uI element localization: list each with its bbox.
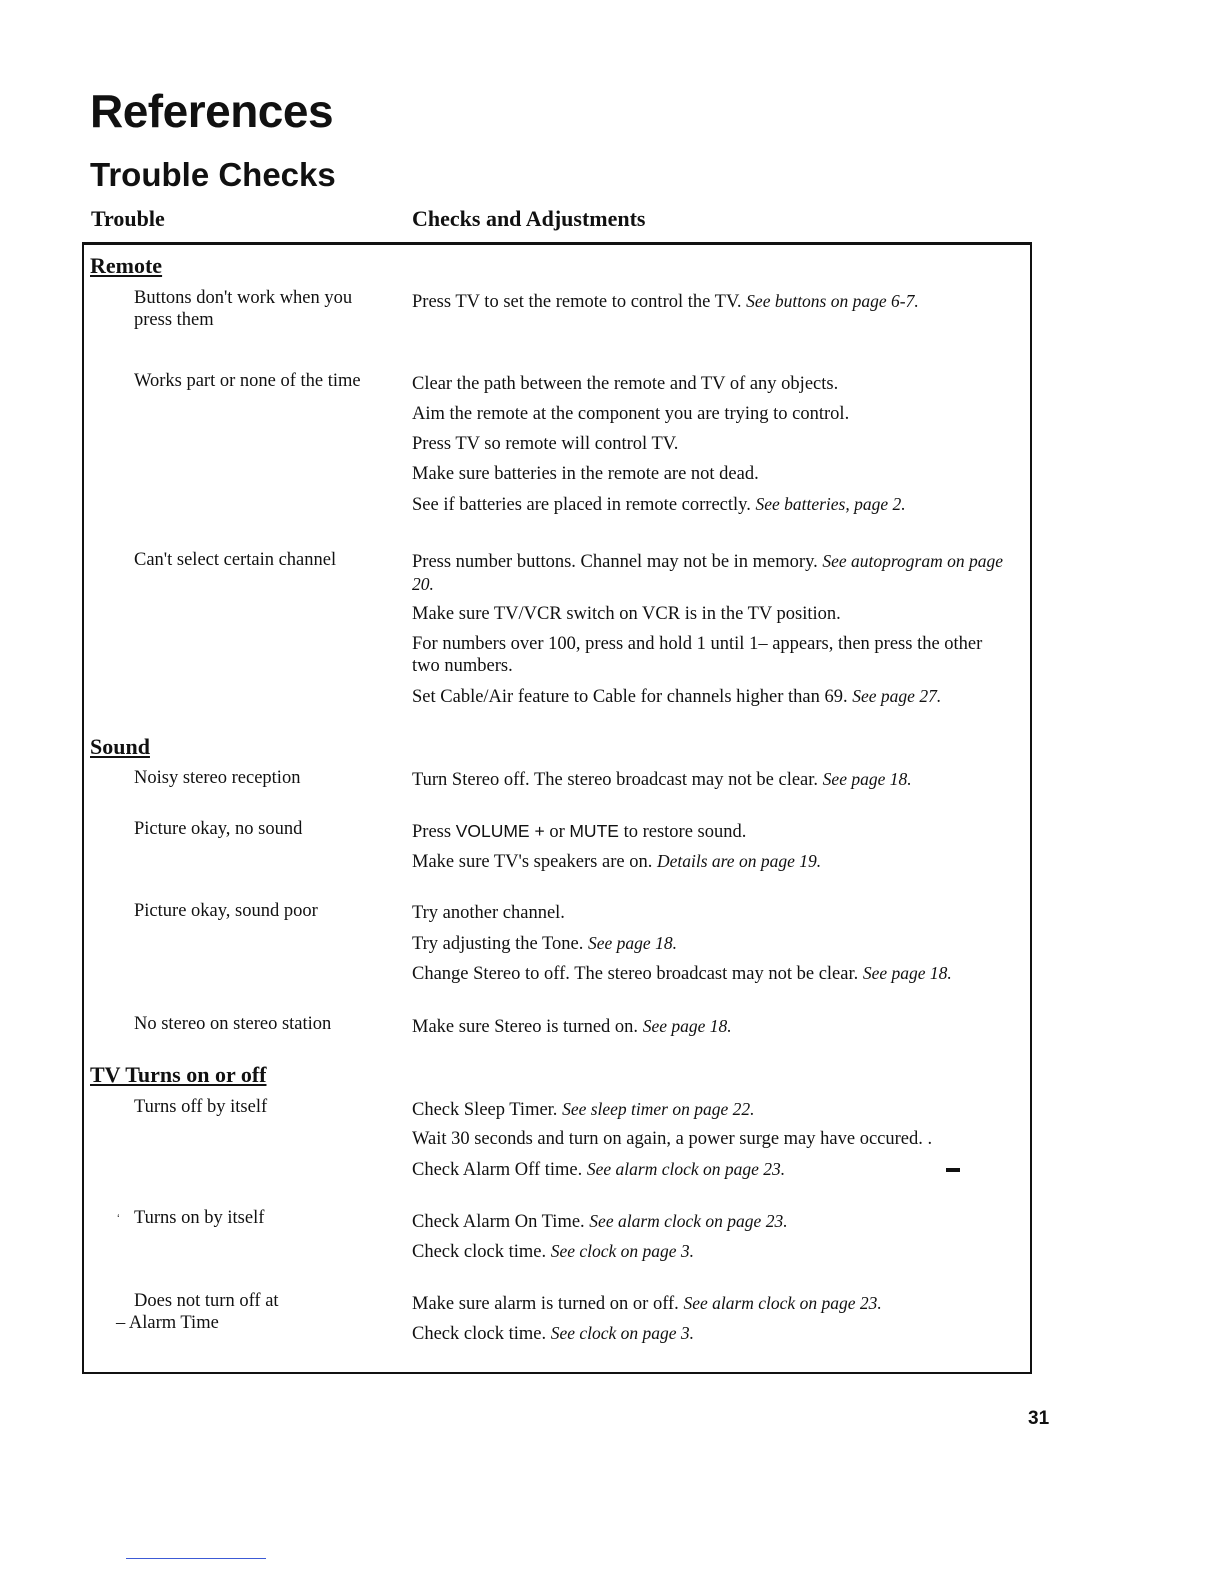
check-text: Try another channel. (412, 903, 565, 923)
check-item (412, 1158, 1012, 1181)
page-reference: See clock on page 3. (550, 1323, 695, 1343)
check-item (412, 550, 1012, 596)
check-text: For numbers over 100, press and hold 1 until 1– appears, then press the other two numbers. (412, 634, 983, 676)
check-item (412, 820, 1012, 843)
page-reference: See sleep timer on page 22. (562, 1099, 755, 1119)
check-text: to restore sound. (623, 822, 747, 842)
check-item (412, 768, 1012, 791)
trouble-works-part-time: Works part or none of the time (134, 371, 361, 391)
check-text: Make sure TV/VCR switch on VCR is in the TV position. (412, 604, 841, 624)
check-item (412, 1210, 1012, 1233)
page-reference: See page 18. (862, 963, 952, 983)
section-title: Trouble Checks (90, 156, 336, 193)
check-text: Try adjusting the Tone. (412, 934, 584, 954)
trouble-turns-on: Turns on by itself (134, 1208, 265, 1228)
check-text: See if batteries are placed in remote correctly. (412, 495, 751, 515)
check-item (412, 850, 1012, 873)
check-text: Press (412, 822, 452, 842)
trouble-sound-poor: Picture okay, sound poor (134, 901, 318, 921)
page-reference: See alarm clock on page 23. (589, 1211, 788, 1231)
check-text: Check Sleep Timer. (412, 1100, 558, 1120)
check-item (412, 603, 1012, 625)
check-item (412, 633, 1012, 677)
check-text: Turn Stereo off. The stereo broadcast may not be clear. (412, 770, 819, 790)
column-header-trouble: Trouble (91, 206, 165, 231)
check-item (412, 1128, 1012, 1150)
stray-tick: ʻ (117, 1212, 120, 1226)
check-item (412, 685, 1012, 708)
mute-key-label: MUTE (569, 821, 619, 841)
volume-plus-key-label: VOLUME + (455, 821, 545, 841)
check-text: Check clock time. (412, 1242, 547, 1262)
check-item (412, 403, 1012, 425)
page-reference: See batteries, page 2. (755, 494, 906, 514)
check-item (412, 290, 1012, 313)
check-text: Wait 30 seconds and turn on again, a power surge may have occured. . (412, 1129, 933, 1149)
check-item (412, 902, 1012, 924)
check-text: Clear the path between the remote and TV of any objects. (412, 374, 839, 394)
check-text: Make sure Stereo is turned on. (412, 1017, 639, 1037)
check-text: Change Stereo to off. The stereo broadcast may not be clear. (412, 964, 859, 984)
page-title: References (90, 85, 334, 137)
page-reference: See autoprogram on page 20. (412, 551, 1004, 594)
page-reference: See alarm clock on page 23. (683, 1293, 882, 1313)
trouble-noisy-stereo: Noisy stereo reception (134, 768, 301, 788)
check-text: Make sure alarm is turned on or off. (412, 1294, 679, 1314)
page-number: 31 (1028, 1408, 1050, 1429)
page-reference: See page 18. (588, 933, 677, 953)
check-text: Check Alarm On Time. (412, 1212, 585, 1232)
page-reference: See page 18. (642, 1016, 732, 1036)
page-reference: See buttons on page 6-7. (746, 291, 919, 311)
check-text: Make sure TV's speakers are on. (412, 852, 653, 872)
check-text: or (549, 822, 565, 842)
check-text: Check clock time. (412, 1324, 547, 1344)
check-item (412, 433, 1012, 455)
check-item (412, 1015, 1012, 1038)
check-text: Press number buttons. Channel may not be in memory. (412, 552, 818, 572)
check-text: Aim the remote at the component you are trying to control. (412, 404, 850, 424)
stray-mark (946, 1168, 960, 1172)
trouble-cant-select-channel: Can't select certain channel (134, 550, 337, 570)
check-text: Set Cable/Air feature to Cable for channels higher than 69. (412, 687, 848, 707)
check-item (412, 493, 1012, 516)
page-reference: See page 27. (852, 686, 942, 706)
trouble-buttons-dont-work: Buttons don't work when you press them (134, 288, 353, 330)
check-item (412, 373, 1012, 395)
check-item (412, 962, 1012, 985)
check-text: Press TV to set the remote to control the TV. (412, 292, 742, 312)
scan-artifact-line (126, 1558, 266, 1559)
trouble-not-turn-off-alarm: Does not turn off at (134, 1291, 279, 1311)
check-item (412, 1322, 1012, 1345)
page-reference: Details are on page 19. (656, 851, 822, 871)
check-text: Press TV so remote will control TV. (412, 434, 679, 454)
trouble-alarm-time: – Alarm Time (116, 1313, 219, 1333)
check-item (412, 1098, 1012, 1121)
section-heading-tv-power: TV Turns on or off (90, 1062, 267, 1087)
check-text: Check Alarm Off time. (412, 1160, 583, 1180)
trouble-no-stereo: No stereo on stereo station (134, 1014, 332, 1034)
trouble-turns-off: Turns off by itself (134, 1097, 268, 1117)
trouble-no-sound: Picture okay, no sound (134, 819, 303, 839)
check-text: Make sure batteries in the remote are not dead. (412, 464, 759, 484)
page-reference: See alarm clock on page 23. (586, 1159, 786, 1179)
section-heading-sound: Sound (90, 734, 150, 759)
page-reference: See page 18. (822, 769, 912, 789)
section-heading-remote: Remote (90, 253, 163, 278)
check-item (412, 463, 1012, 485)
check-item (412, 932, 1012, 955)
page-reference: See clock on page 3. (550, 1241, 695, 1261)
column-header-checks: Checks and Adjustments (412, 206, 646, 231)
check-item (412, 1292, 1012, 1315)
check-item (412, 1240, 1012, 1263)
